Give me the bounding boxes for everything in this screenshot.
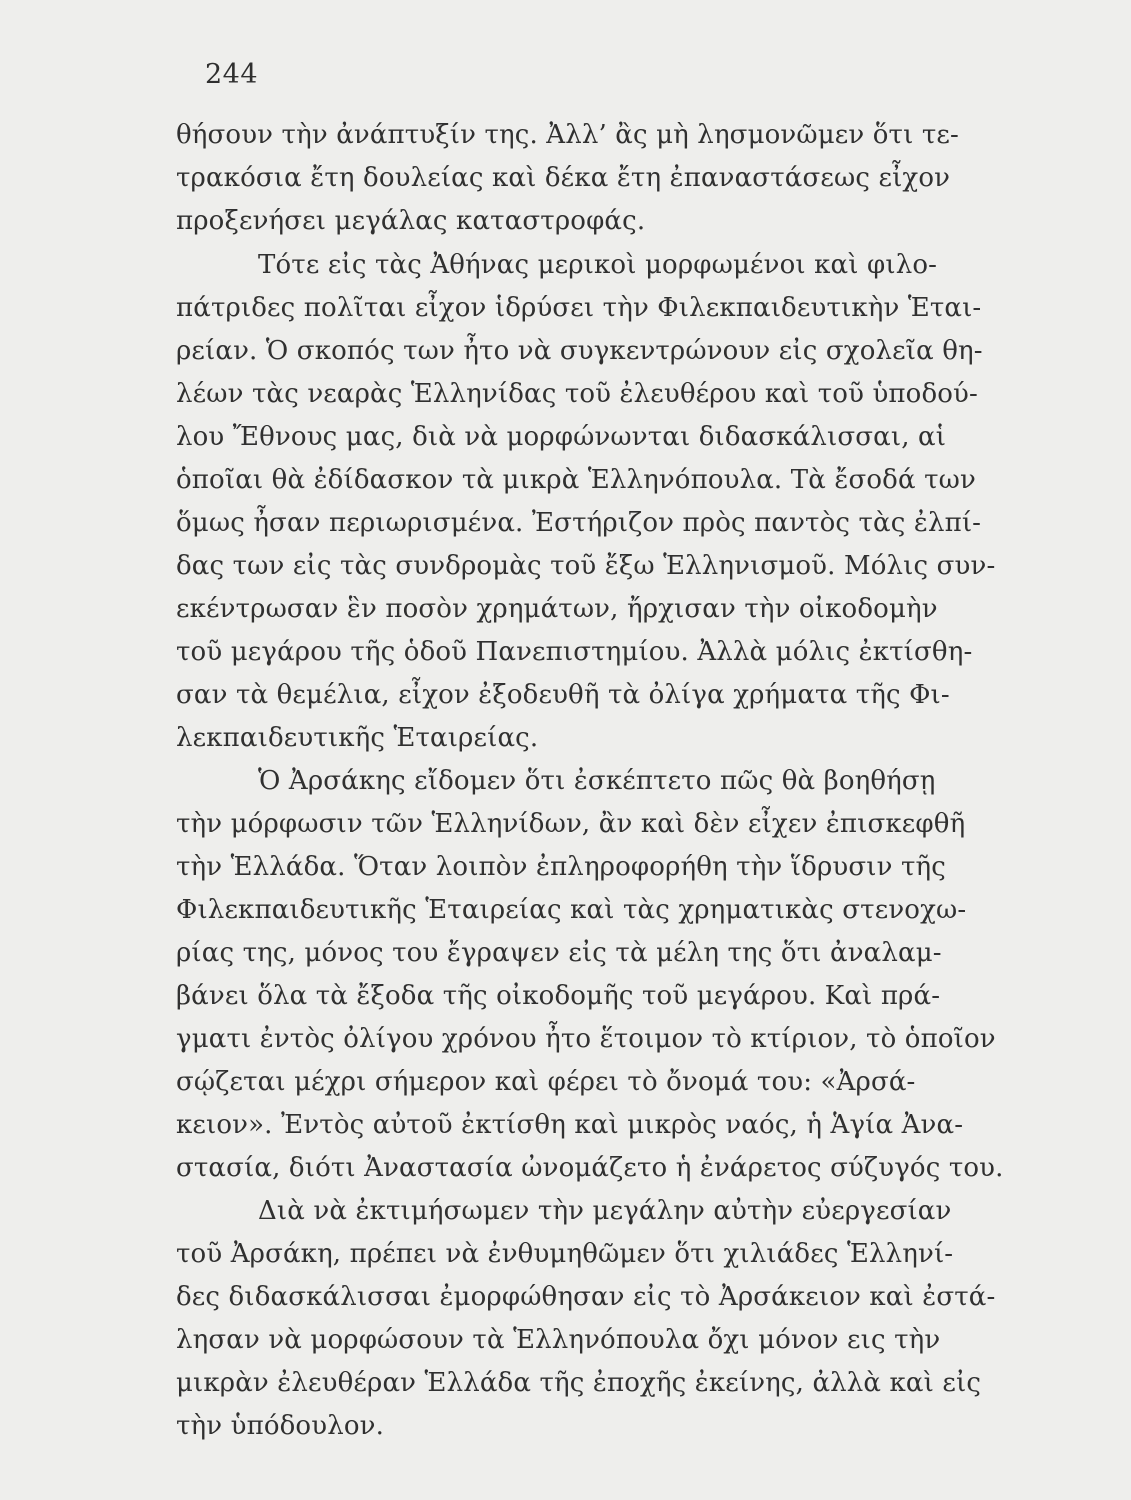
text-line: τὴν ὑπόδουλον.: [176, 1411, 384, 1441]
text-line: εκέντρωσαν ἓν ποσὸν χρημάτων, ἤρχισαν τὴν οἰκοδομὴν: [176, 594, 938, 624]
text-line: ρείαν. Ὁ σκοπός των ἦτο νὰ συγκεντρώνουν εἰς σχολεῖα θη-: [176, 336, 983, 366]
text-line: στασία, διότι Ἀναστασία ὠνομάζετο ἡ ἐνάρετος σύζυγός του.: [176, 1153, 1004, 1183]
text-line: Φιλεκπαιδευτικῆς Ἑταιρείας καὶ τὰς χρηματικὰς στενοχω-: [176, 895, 967, 925]
text-line: βάνει ὅλα τὰ ἔξοδα τῆς οἰκοδομῆς τοῦ μεγάρου. Καὶ πρά-: [176, 981, 941, 1011]
text-line: σῴζεται μέχρι σήμερον καὶ φέρει τὸ ὄνομά του: «Ἀρσά-: [176, 1067, 916, 1097]
text-line: μικρὰν ἐλευθέραν Ἑλλάδα τῆς ἐποχῆς ἐκείνης, ἀλλὰ καὶ εἰς: [176, 1368, 982, 1398]
text-line: τοῦ Ἀρσάκη, πρέπει νὰ ἐνθυμηθῶμεν ὅτι χιλιάδες Ἑλληνί-: [176, 1239, 954, 1269]
text-line: τὴν μόρφωσιν τῶν Ἑλληνίδων, ἂν καὶ δὲν εἶχεν ἐπισκεφθῆ: [176, 809, 966, 839]
paragraph-start-line: Ὁ Ἀρσάκης εἴδομεν ὅτι ἐσκέπτετο πῶς θὰ βοηθήσῃ: [258, 766, 936, 796]
paragraph-start-line: Τότε εἰς τὰς Ἀθήνας μερικοὶ μορφωμένοι καὶ φιλο-: [258, 250, 938, 280]
text-line: δας των εἰς τὰς συνδρομὰς τοῦ ἔξω Ἑλληνισμοῦ. Μόλις συν-: [176, 551, 996, 581]
text-line: τοῦ μεγάρου τῆς ὁδοῦ Πανεπιστημίου. Ἀλλὰ μόλις ἐκτίσθη-: [176, 637, 973, 667]
text-line: σαν τὰ θεμέλια, εἶχον ἐξοδευθῆ τὰ ὀλίγα χρήματα τῆς Φι-: [176, 680, 950, 710]
text-line: θήσουν τὴν ἀνάπτυξίν της. Ἀλλ’ ἂς μὴ λησμονῶμεν ὅτι τε-: [176, 120, 959, 150]
text-line: ὁποῖαι θὰ ἐδίδασκον τὰ μικρὰ Ἑλληνόπουλα. Τὰ ἔσοδά των: [176, 465, 976, 495]
text-line: λου Ἔθνους μας, διὰ νὰ μορφώνωνται διδασκάλισσαι, αἱ: [176, 422, 947, 452]
text-line: τὴν Ἑλλάδα. Ὅταν λοιπὸν ἐπληροφορήθη τὴν ἵδρυσιν τῆς: [176, 852, 946, 882]
text-line: λεκπαιδευτικῆς Ἑταιρείας.: [176, 723, 539, 753]
paragraph-start-line: Διὰ νὰ ἐκτιμήσωμεν τὴν μεγάλην αὐτὴν εὐεργεσίαν: [258, 1196, 952, 1226]
text-line: λέων τὰς νεαρὰς Ἑλληνίδας τοῦ ἐλευθέρου καὶ τοῦ ὑποδού-: [176, 379, 978, 409]
text-line: γματι ἐντὸς ὀλίγου χρόνου ἦτο ἕτοιμον τὸ κτίριον, τὸ ὁποῖον: [176, 1024, 996, 1054]
text-line: τρακόσια ἔτη δουλείας καὶ δέκα ἔτη ἐπαναστάσεως εἶχον: [176, 163, 951, 193]
text-line: δες διδασκάλισσαι ἐμορφώθησαν εἰς τὸ Ἀρσάκειον καὶ ἐστά-: [176, 1282, 996, 1312]
text-line: ρίας της, μόνος του ἔγραψεν εἰς τὰ μέλη της ὅτι ἀναλαμ-: [176, 938, 942, 968]
page-number: 244: [205, 59, 259, 90]
text-line: προξενήσει μεγάλας καταστροφάς.: [176, 206, 646, 236]
text-line: πάτριδες πολῖται εἶχον ἱδρύσει τὴν Φιλεκπαιδευτικὴν Ἑται-: [176, 293, 982, 323]
text-line: λησαν νὰ μορφώσουν τὰ Ἑλληνόπουλα ὄχι μόνον εις τὴν: [176, 1325, 941, 1355]
text-line: κειον». Ἐντὸς αὐτοῦ ἐκτίσθη καὶ μικρὸς ναός, ἡ Ἁγία Ἀνα-: [176, 1110, 964, 1140]
text-line: ὅμως ἦσαν περιωρισμένα. Ἐστήριζον πρὸς παντὸς τὰς ἐλπί-: [176, 508, 982, 538]
